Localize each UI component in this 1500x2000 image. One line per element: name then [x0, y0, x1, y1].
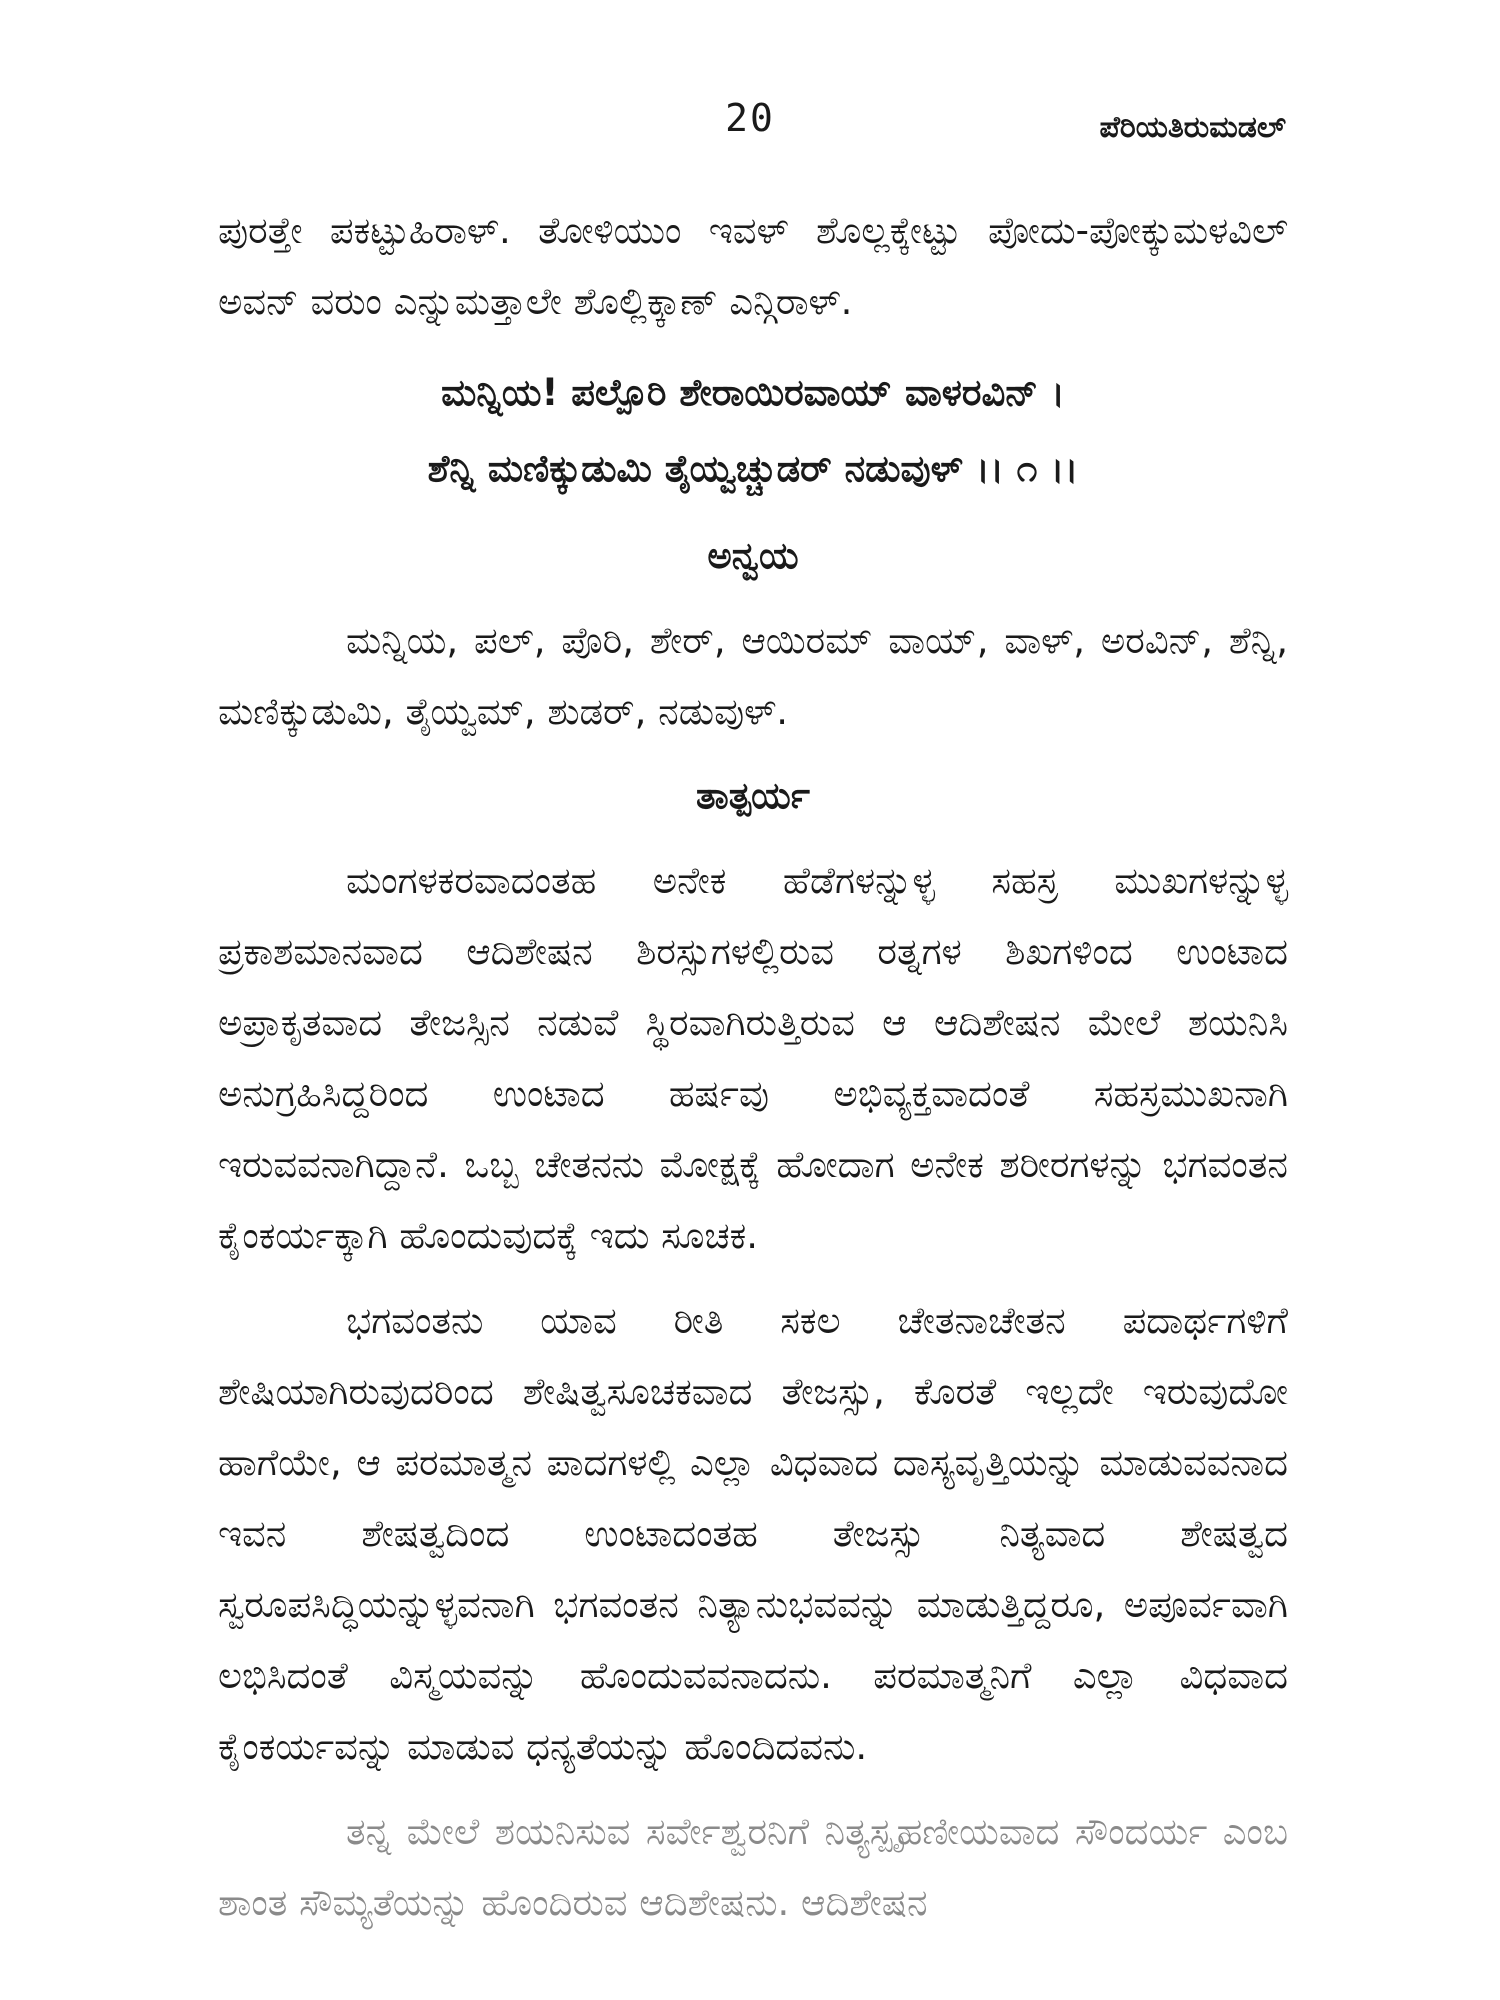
tatparya-paragraph-3: ತನ್ನ ಮೇಲೆ ಶಯನಿಸುವ ಸರ್ವೇಶ್ವರನಿಗೆ ನಿತ್ಯಸ್ಪೃಹಣೀಯವಾದ ಸೌಂದರ್ಯ ಎಂಬ ಶಾಂತ ಸೌಮ್ಯತೆಯನ್ನು ಹೊಂದಿರುವ ಆದಿಶೇಷನು. ಆದಿಶೇಷನ: [218, 1810, 1288, 1924]
tatparya-heading: ತಾತ್ಪರ್ಯ: [696, 774, 810, 817]
tatparya-paragraph-1: ಮಂಗಳಕರವಾದಂತಹ ಅನೇಕ ಹೆಡೆಗಳನ್ನುಳ್ಳ ಸಹಸ್ರ ಮುಖಗಳನ್ನುಳ್ಳ ಪ್ರಕಾಶಮಾನವಾದ ಆದಿಶೇಷನ ಶಿರಸ್ಸುಗಳಲ್ಲಿರುವ ರತ್ನಗಳ ಶಿಖಗಳಿಂದ ಉಂಟಾದ ಅಪ್ರಾಕೃತವಾದ ತೇಜಸ್ಸಿನ ನಡುವೆ ಸ್ಥಿರವಾಗಿರುತ್ತಿರುವ ಆ ಆದಿಶೇಷನ ಮೇಲೆ ಶಯನಿಸಿ ಅನುಗ್ರಹಿಸಿದ್ದರಿಂದ ಉಂಟಾದ ಹರ್ಷವು ಅಭಿವ್ಯಕ್ತವಾದಂತೆ ಸಹಸ್ರಮುಖನಾಗಿ ಇರುವವನಾಗಿದ್ದಾನೆ. ಒಬ್ಬ ಚೇತನನು ಮೋಕ್ಷಕ್ಕೆ ಹೋದಾಗ ಅನೇಕ ಶರೀರಗಳನ್ನು ಭಗವಂತನ ಕೈಂಕರ್ಯಕ್ಕಾಗಿ ಹೊಂದುವುದಕ್ಕೆ ಇದು ಸೂಚಕ.: [218, 859, 1288, 1257]
verse-line-1: ಮನ್ನಿಯ! ಪಲ್ಪೊರಿ ಶೇರಾಯಿರವಾಯ್ ವಾಳರವಿನ್ ।: [441, 371, 1065, 414]
page-body: [218, 195, 1288, 1938]
verse-line-2: ಶೆನ್ನಿ ಮಣಿಕ್ಕುಡುಮಿ ತೈಯ್ವಚ್ಚುಡರ್ ನಡುವುಳ್ ।। ೧ ।।: [427, 447, 1079, 490]
running-title: ಪೆರಿಯತಿರುಮಡಲ್: [1099, 110, 1286, 145]
intro-paragraph: ಪುರತ್ತೇ ಪಕಟ್ಟುಹಿರಾಳ್. ತೋಳಿಯುಂ ಇವಳ್ ಶೊಲ್ಲಕ್ಕೇಟ್ಟು ಪೋದು-ಪೋಕ್ಕುಮಳವಿಲ್ ಅವನ್ ವರುಂ ಎನ್ನುಮತ್ತಾಲೇ ಶೊಲ್ಲಿಕ್ಕಾಣ್ ಎನ್ಗಿರಾಳ್.: [218, 209, 1288, 323]
verse-block: [218, 355, 1288, 507]
tatparya-paragraph-2: ಭಗವಂತನು ಯಾವ ರೀತಿ ಸಕಲ ಚೇತನಾಚೇತನ ಪದಾರ್ಥಗಳಿಗೆ ಶೇಷಿಯಾಗಿರುವುದರಿಂದ ಶೇಷಿತ್ವಸೂಚಕವಾದ ತೇಜಸ್ಸು, ಕೊರತೆ ಇಲ್ಲದೇ ಇರುವುದೋ ಹಾಗೆಯೇ, ಆ ಪರಮಾತ್ಮನ ಪಾದಗಳಲ್ಲಿ ಎಲ್ಲಾ ವಿಧವಾದ ದಾಸ್ಯವೃತ್ತಿಯನ್ನು ಮಾಡುವವನಾದ ಇವನ ಶೇಷತ್ವದಿಂದ ಉಂಟಾದಂತಹ ತೇಜಸ್ಸು ನಿತ್ಯವಾದ ಶೇಷತ್ವದ ಸ್ವರೂಪಸಿದ್ಧಿಯನ್ನುಳ್ಳವನಾಗಿ ಭಗವಂತನ ನಿತ್ಯಾನುಭವವನ್ನು ಮಾಡುತ್ತಿದ್ದರೂ, ಅಪೂರ್ವವಾಗಿ ಲಭಿಸಿದಂತೆ ವಿಸ್ಮಯವನ್ನು ಹೊಂದುವವನಾದನು. ಪರಮಾತ್ಮನಿಗೆ ಎಲ್ಲಾ ವಿಧವಾದ ಕೈಂಕರ್ಯವನ್ನು ಮಾಡುವ ಧನ್ಯತೆಯನ್ನು ಹೊಂದಿದವನು.: [218, 1299, 1288, 1768]
anvaya-paragraph: ಮನ್ನಿಯ, ಪಲ್, ಪೊರಿ, ಶೇರ್, ಆಯಿರಮ್ ವಾಯ್, ವಾಳ್, ಅರವಿನ್, ಶೆನ್ನಿ, ಮಣಿಕ್ಕುಡುಮಿ, ತೈಯ್ವಮ್, ಶುಡರ್, ನಡುವುಳ್.: [218, 619, 1288, 733]
anvaya-heading: ಅನ್ವಯ: [707, 534, 799, 577]
page-number: 20: [725, 96, 775, 140]
